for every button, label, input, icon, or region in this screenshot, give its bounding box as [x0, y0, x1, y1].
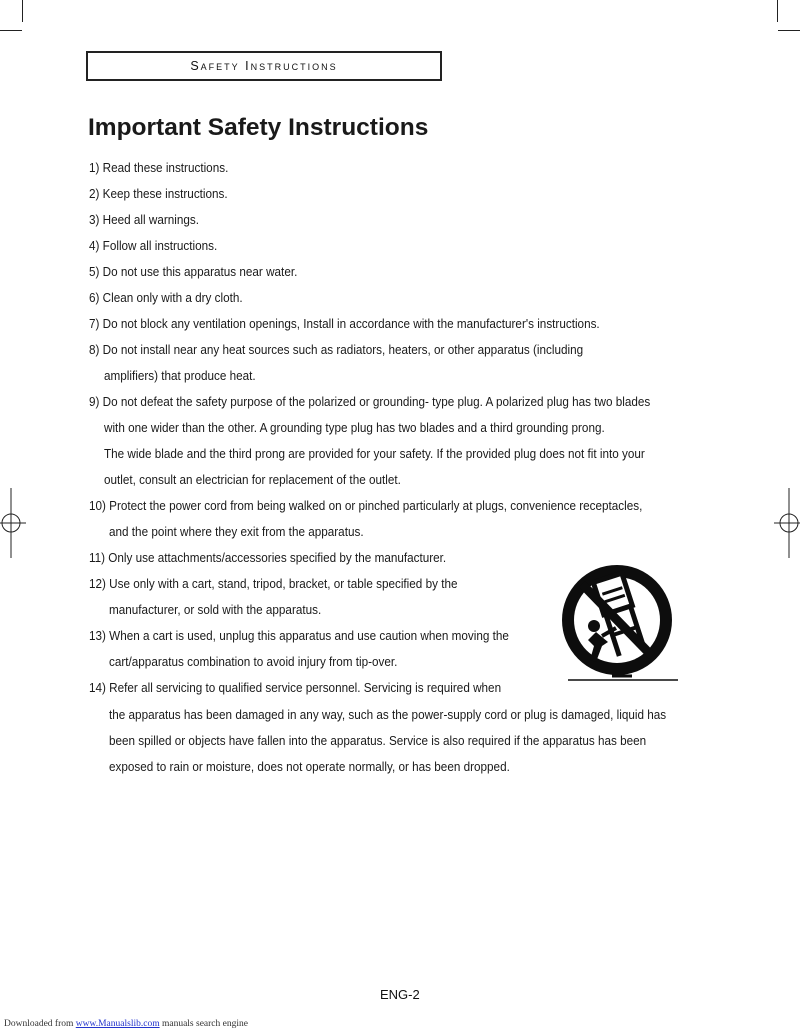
instruction-line: The wide blade and the third prong are provided for your safety. If the provided plug does not fit into your	[104, 447, 645, 461]
instruction-line: manufacturer, or sold with the apparatus.	[109, 603, 322, 617]
instruction-line: 7) Do not block any ventilation openings, Install in accordance with the manufacturer's instructions.	[89, 317, 600, 331]
instruction-line: 13) When a cart is used, unplug this apparatus and use caution when moving the	[89, 629, 509, 643]
crop-mark	[777, 0, 778, 22]
instruction-line: the apparatus has been damaged in any way, such as the power-supply cord or plug is damaged, liquid has	[109, 708, 667, 722]
page-number: ENG-2	[380, 987, 420, 1002]
instruction-line: 2) Keep these instructions.	[89, 187, 228, 201]
section-header-box	[86, 51, 442, 81]
instruction-line: outlet, consult an electrician for replacement of the outlet.	[104, 473, 401, 487]
footer-prefix: Downloaded from	[4, 1019, 76, 1029]
instruction-line: and the point where they exit from the apparatus.	[109, 525, 364, 539]
cart-tip-over-warning-icon	[552, 562, 682, 686]
instruction-line: amplifiers) that produce heat.	[104, 369, 256, 383]
instruction-line: 14) Refer all servicing to qualified service personnel. Servicing is required when	[89, 681, 502, 695]
page-title: Important Safety Instructions	[88, 114, 429, 141]
registration-mark-icon	[0, 488, 26, 558]
instruction-line: been spilled or objects have fallen into the apparatus. Service is also required if the apparatus has been	[109, 734, 647, 748]
crop-mark	[22, 0, 23, 22]
section-header-label: Safety Instructions	[190, 59, 338, 73]
instruction-line: 9) Do not defeat the safety purpose of the polarized or grounding- type plug. A polarized plug has two blades	[89, 395, 651, 409]
crop-mark	[0, 30, 22, 31]
instruction-line: cart/apparatus combination to avoid injury from tip-over.	[109, 655, 398, 669]
download-footer	[4, 1019, 248, 1029]
footer-suffix: manuals search engine	[159, 1019, 248, 1029]
instruction-line: 8) Do not install near any heat sources such as radiators, heaters, or other apparatus (including	[89, 343, 584, 357]
manualslib-link[interactable]: www.Manualslib.com	[75, 1019, 160, 1029]
instruction-line: 5) Do not use this apparatus near water.	[89, 265, 298, 279]
instruction-line: 4) Follow all instructions.	[89, 239, 218, 253]
instruction-line: 10) Protect the power cord from being walked on or pinched particularly at plugs, convenience receptacles,	[89, 499, 643, 513]
crop-mark	[778, 30, 800, 31]
instruction-line: with one wider than the other. A grounding type plug has two blades and a third grounding prong.	[104, 421, 605, 435]
instruction-line: 11) Only use attachments/accessories specified by the manufacturer.	[89, 551, 447, 565]
instruction-line: 1) Read these instructions.	[89, 161, 229, 175]
instruction-line: 3) Heed all warnings.	[89, 213, 200, 227]
instruction-line: exposed to rain or moisture, does not operate normally, or has been dropped.	[109, 760, 510, 774]
instruction-line: 12) Use only with a cart, stand, tripod, bracket, or table specified by the	[89, 577, 458, 591]
registration-mark-icon	[774, 488, 800, 558]
instruction-line: 6) Clean only with a dry cloth.	[89, 291, 243, 305]
